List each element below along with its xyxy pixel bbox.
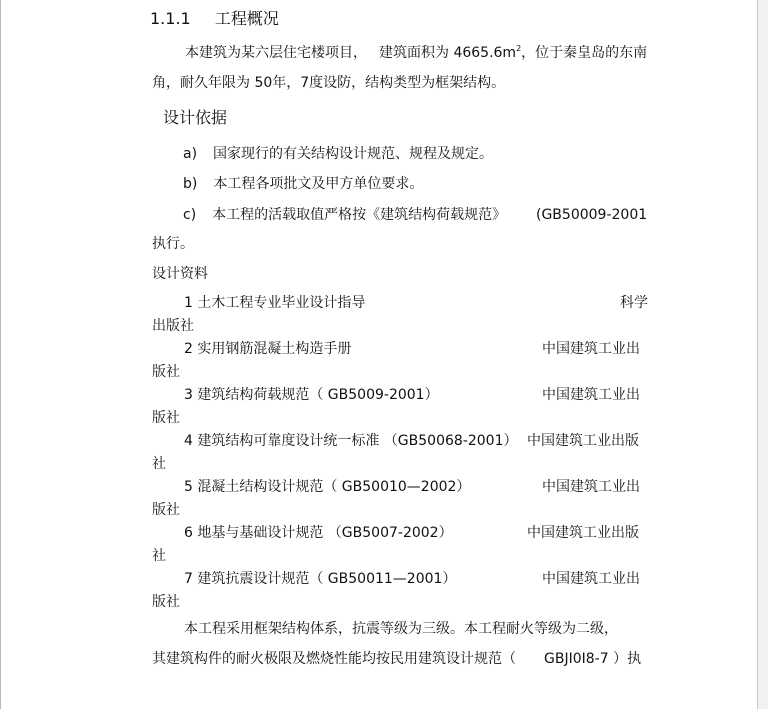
section-title: 工程概况 bbox=[214, 9, 279, 28]
basis-item-marker: c) bbox=[183, 207, 197, 223]
basis-item-c bbox=[183, 206, 506, 224]
section-number: 1.1.1 bbox=[150, 9, 191, 28]
material-item-publisher: 中国建筑工业出 bbox=[542, 387, 640, 403]
page-left-edge bbox=[0, 0, 1, 709]
overview-line-1-part-c: ，位于秦皇岛的东南 bbox=[521, 45, 648, 61]
viewer-scroll-gutter bbox=[758, 0, 768, 709]
material-item-title: 6 地基与基础设计规范 （GB5007-2002） bbox=[184, 525, 453, 541]
materials-heading: 设计资料 bbox=[152, 266, 208, 282]
material-item-title: 3 建筑结构荷载规范（ GB5009-2001） bbox=[184, 387, 439, 403]
basis-item-marker: a) bbox=[183, 146, 198, 162]
material-item-title: 4 建筑结构可靠度设计统一标准 （GB50068-2001） bbox=[184, 433, 518, 449]
material-item-title: 7 建筑抗震设计规范（ GB50011—2001） bbox=[184, 571, 457, 587]
material-item-wrap: 版社 bbox=[152, 364, 180, 380]
material-item-wrap: 版社 bbox=[152, 594, 180, 610]
basis-item-a bbox=[183, 145, 493, 163]
basis-item-marker: b) bbox=[183, 176, 198, 192]
material-item-publisher: 中国建筑工业出版 bbox=[527, 525, 639, 541]
material-item-wrap: 版社 bbox=[152, 502, 180, 518]
material-item-publisher: 中国建筑工业出 bbox=[542, 341, 640, 357]
material-item-publisher: 科学 bbox=[620, 295, 648, 311]
overview-area-value: 建筑面积为 4665.6m bbox=[379, 45, 517, 61]
closing-line-2-code: GBJI0I8-7 ）执 bbox=[544, 651, 642, 667]
section-heading bbox=[150, 9, 279, 29]
material-item-publisher: 中国建筑工业出 bbox=[542, 571, 640, 587]
material-item-publisher: 中国建筑工业出 bbox=[542, 479, 640, 495]
overview-line-2: 角，耐久年限为 50年，7度设防，结构类型为框架结构。 bbox=[152, 75, 506, 91]
material-item-wrap: 版社 bbox=[152, 410, 180, 426]
basis-item-text: 国家现行的有关结构设计规范、规程及规定。 bbox=[213, 146, 494, 162]
material-item-title: 2 实用钢筋混凝土构造手册 bbox=[184, 341, 352, 357]
basis-item-c-code: (GB50009-2001 bbox=[536, 207, 648, 223]
basis-heading: 设计依据 bbox=[163, 108, 228, 127]
closing-line-2-text: 其建筑构件的耐火极限及燃烧性能均按民用建筑设计规范（ bbox=[152, 651, 516, 667]
basis-item-text: 本工程的活载取值严格按《建筑结构荷载规范》 bbox=[212, 207, 507, 223]
material-item-publisher: 中国建筑工业出版 bbox=[527, 433, 639, 449]
material-item-title: 1 土木工程专业毕业设计指导 bbox=[184, 295, 366, 311]
material-item-wrap: 社 bbox=[152, 456, 166, 472]
closing-line-2 bbox=[152, 650, 641, 668]
material-item-wrap: 出版社 bbox=[152, 318, 194, 334]
area-unit-superscript: 2 bbox=[516, 44, 522, 53]
basis-item-c-continuation: 执行。 bbox=[152, 236, 194, 252]
basis-item-b bbox=[183, 175, 423, 193]
material-item-title: 5 混凝土结构设计规范（ GB50010—2002） bbox=[184, 479, 471, 495]
closing-line-1: 本工程采用框架结构体系，抗震等级为三级。本工程耐火等级为二级， bbox=[184, 621, 618, 637]
material-item-wrap: 社 bbox=[152, 548, 166, 564]
basis-item-text: 本工程各项批文及甲方单位要求。 bbox=[213, 176, 424, 192]
overview-line-1 bbox=[185, 44, 647, 62]
overview-line-1-part-a: 本建筑为某六层住宅楼项目， bbox=[185, 45, 367, 61]
